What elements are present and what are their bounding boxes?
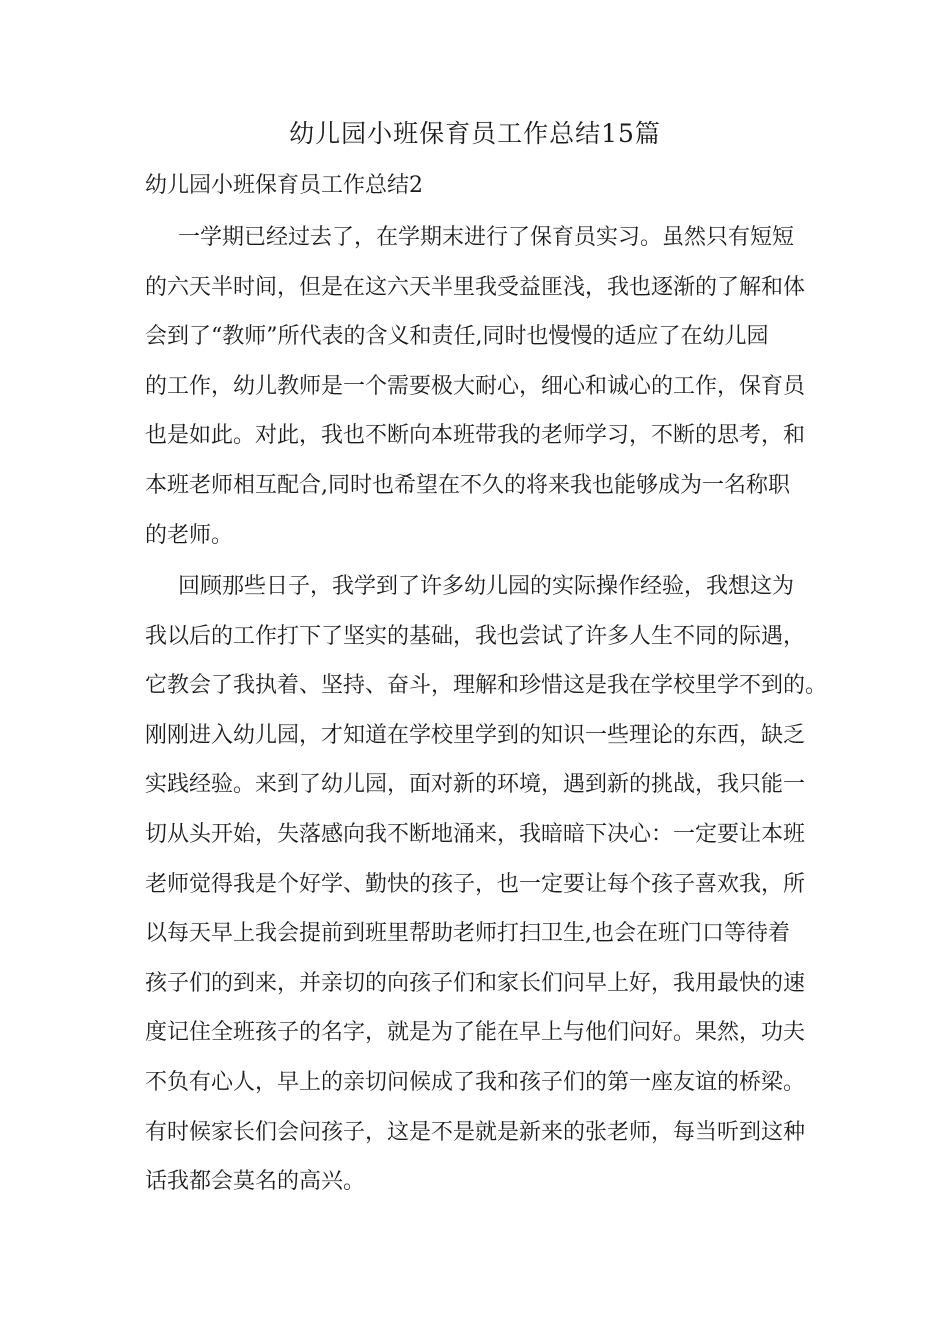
- paragraph-line: 孩子们的到来，并亲切的向孩子们和家长们问早上好，我用最快的速: [145, 970, 806, 996]
- paragraph-line: 刚刚进入幼儿园，才知道在学校里学到的知识一些理论的东西，缺乏: [145, 722, 806, 748]
- paragraph-line: 的六天半时间，但是在这六天半里我受益匪浅，我也逐渐的了解和体: [145, 274, 806, 300]
- paragraph-line: 以每天早上我会提前到班里帮助老师打扫卫生,也会在班门口等待着: [145, 921, 790, 947]
- paragraph-line: 度记住全班孩子的名字，就是为了能在早上与他们问好。果然，功夫: [145, 1020, 806, 1046]
- paragraph-line: 它教会了我执着、坚持、奋斗，理解和珍惜这是我在学校里学不到的。: [145, 673, 828, 699]
- paragraph-2: [145, 562, 828, 1207]
- document-title: 幼儿园小班保育员工作总结15篇: [289, 119, 661, 148]
- paragraph-line: 会到了“教师”所代表的含义和责任,同时也慢慢的适应了在幼儿园: [145, 324, 769, 350]
- paragraph-line: 的老师。: [145, 522, 234, 548]
- paragraph-line: 切从头开始，失落感向我不断地涌来，我暗暗下决心：一定要让本班: [145, 821, 806, 847]
- paragraph-line: 我以后的工作打下了坚实的基础，我也尝试了许多人生不同的际遇，: [145, 623, 806, 649]
- paragraph-line: 本班老师相互配合,同时也希望在不久的将来我也能够成为一名称职: [145, 472, 790, 498]
- paragraph-1: [145, 213, 813, 560]
- paragraph-line: 不负有心人，早上的亲切问候成了我和孩子们的第一座友谊的桥梁。: [145, 1069, 806, 1095]
- paragraph-line: 一学期已经过去了，在学期末进行了保育员实习。虽然只有短短: [178, 225, 795, 250]
- paragraph-line: 实践经验。来到了幼儿园，面对新的环境，遇到新的挑战，我只能一: [145, 772, 806, 798]
- paragraph-line: 也是如此。对此，我也不断向本班带我的老师学习，不断的思考，和: [145, 423, 806, 449]
- paragraph-line: 的工作，幼儿教师是一个需要极大耐心，细心和诚心的工作，保育员: [145, 373, 806, 399]
- paragraph-line: 话我都会莫名的高兴。: [145, 1169, 366, 1195]
- section-heading: 幼儿园小班保育员工作总结2: [145, 173, 423, 198]
- paragraph-line: 有时候家长们会问孩子，这是不是就是新来的张老师，每当听到这种: [145, 1119, 806, 1145]
- paragraph-line: 回顾那些日子，我学到了许多幼儿园的实际操作经验，我想这为: [178, 574, 795, 599]
- paragraph-line: 老师觉得我是个好学、勤快的孩子，也一定要让每个孩子喜欢我，所: [145, 871, 806, 897]
